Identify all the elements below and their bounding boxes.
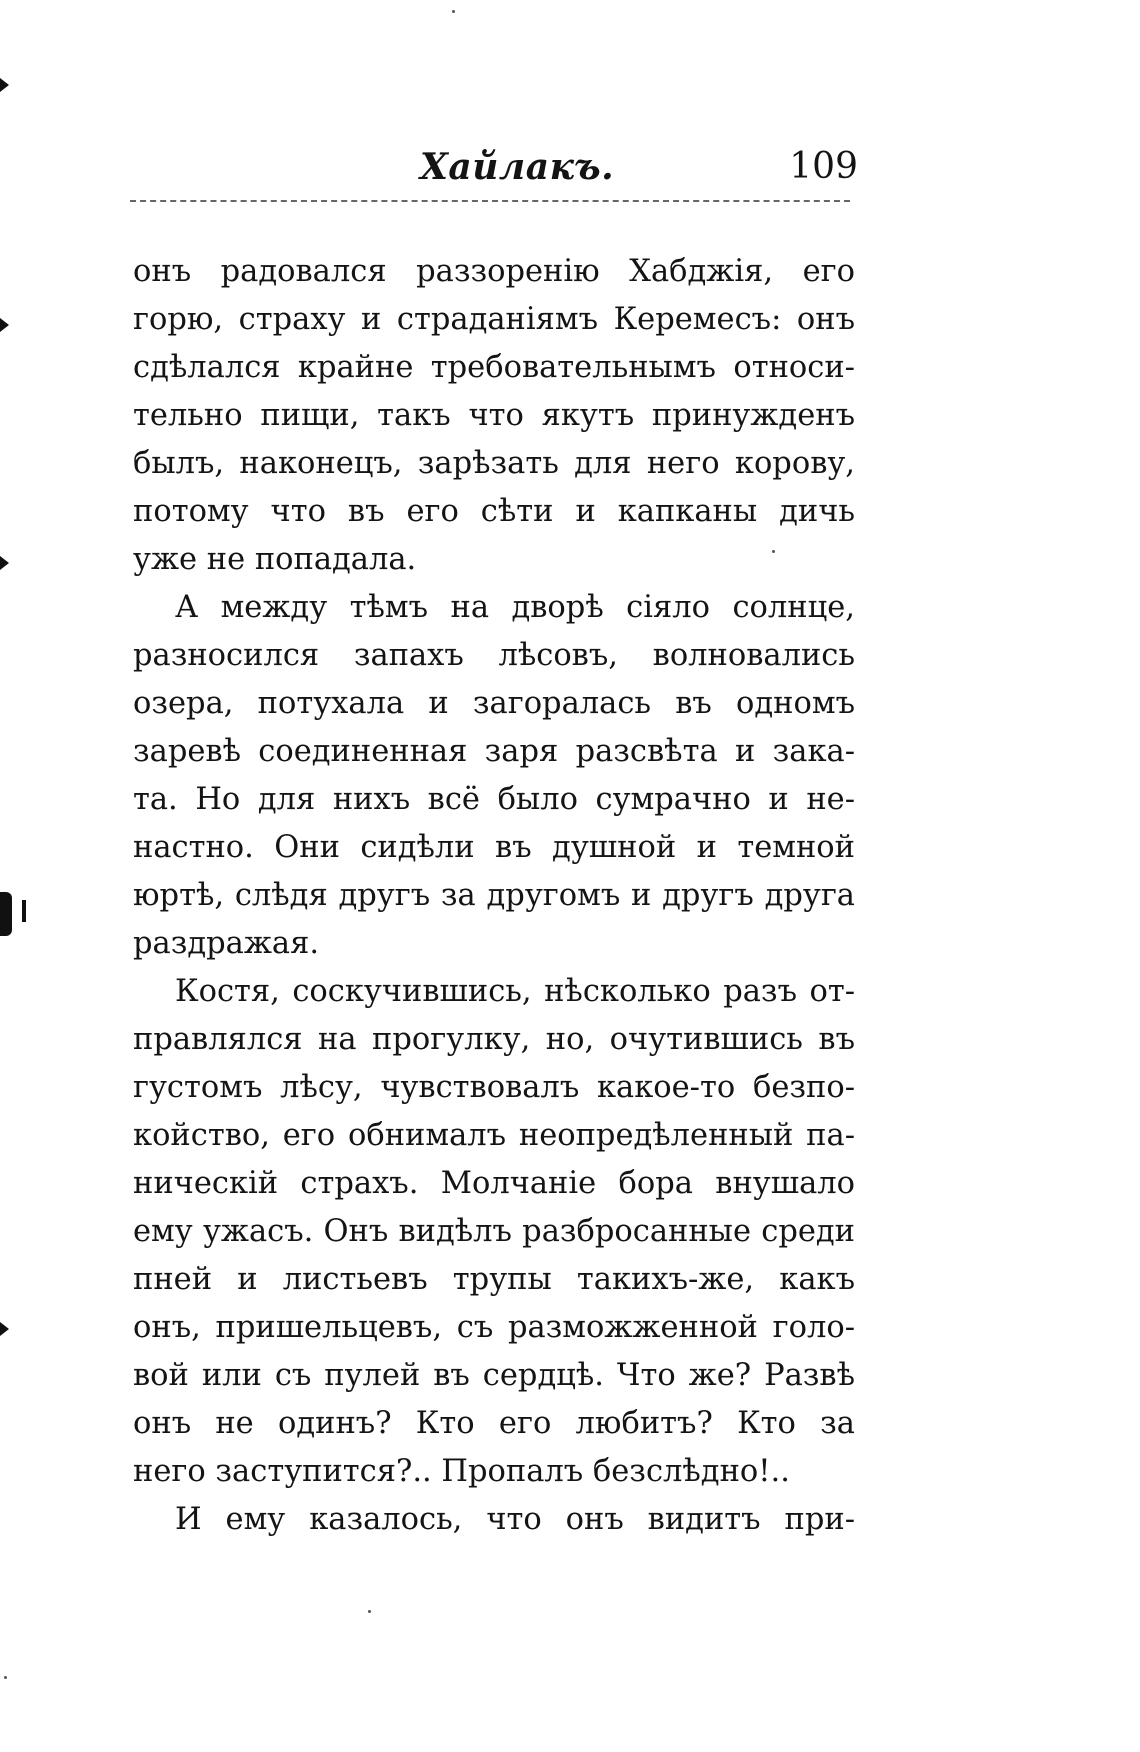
- margin-mark: [0, 1322, 9, 1336]
- text-line: разносился запахъ лѣсовъ, волновались: [133, 638, 855, 673]
- text-line: онъ не одинъ? Кто его любитъ? Кто за: [133, 1406, 855, 1441]
- text-line: ническій страхъ. Молчаніе бора внушало: [133, 1166, 855, 1201]
- margin-mark: [0, 556, 9, 570]
- margin-mark: [0, 318, 9, 332]
- text-line: онъ радовался раззоренію Хабджія, его: [133, 254, 855, 289]
- text-line: пней и листьевъ трупы такихъ-же, какъ: [133, 1262, 855, 1297]
- text-line: тельно пищи, такъ что якутъ принужденъ: [133, 398, 855, 433]
- scan-speck: [772, 550, 775, 553]
- page-number: 109: [789, 146, 858, 187]
- body-text: [133, 248, 855, 1544]
- text-line: горю, страху и страданіямъ Керемесъ: онъ: [133, 302, 855, 337]
- text-line: настно. Они сидѣли въ душной и темной: [133, 830, 855, 865]
- text-line: Костя, соскучившись, нѣсколько разъ от-: [175, 974, 855, 1009]
- text-line: раздражая.: [133, 926, 320, 961]
- text-line: былъ, наконецъ, зарѣзать для него корову,: [133, 446, 855, 481]
- text-line: онъ, пришельцевъ, съ разможженной голо-: [133, 1310, 855, 1345]
- text-line: ему ужасъ. Онъ видѣлъ разбросанные среди: [133, 1214, 855, 1249]
- running-head: [130, 140, 860, 200]
- running-title: Хайлакъ.: [420, 146, 615, 188]
- text-line: густомъ лѣсу, чувствовалъ какое-то безпо-: [133, 1070, 855, 1105]
- text-line: та. Но для нихъ всё было сумрачно и не-: [133, 782, 855, 817]
- header-rule: [130, 200, 850, 202]
- text-line: него заступится?.. Пропалъ безслѣдно!..: [133, 1454, 790, 1489]
- scan-speck: [368, 1610, 371, 1613]
- scan-speck: [452, 10, 455, 13]
- margin-mark: [0, 892, 12, 936]
- text-line: койство, его обнималъ неопредѣленный па-: [133, 1118, 855, 1153]
- text-line: правлялся на прогулку, но, очутившись въ: [133, 1022, 855, 1057]
- text-line: А между тѣмъ на дворѣ сіяло солнце,: [175, 590, 855, 625]
- margin-mark: [0, 78, 9, 92]
- text-line: И ему казалось, что онъ видитъ при-: [175, 1502, 855, 1537]
- text-line: сдѣлался крайне требовательнымъ относи-: [133, 350, 855, 385]
- text-line: уже не попадала.: [133, 542, 417, 577]
- text-line: озера, потухала и загоралась въ одномъ: [133, 686, 855, 721]
- text-line: заревѣ соединенная заря разсвѣта и зака-: [133, 734, 855, 769]
- text-line: потому что въ его сѣти и капканы дичь: [133, 494, 855, 529]
- margin-mark: [22, 900, 26, 922]
- text-line: юртѣ, слѣдя другъ за другомъ и другъ друга: [133, 878, 855, 913]
- text-line: вой или съ пулей въ сердцѣ. Что же? Развѣ: [133, 1358, 855, 1393]
- scan-speck: [4, 1676, 7, 1679]
